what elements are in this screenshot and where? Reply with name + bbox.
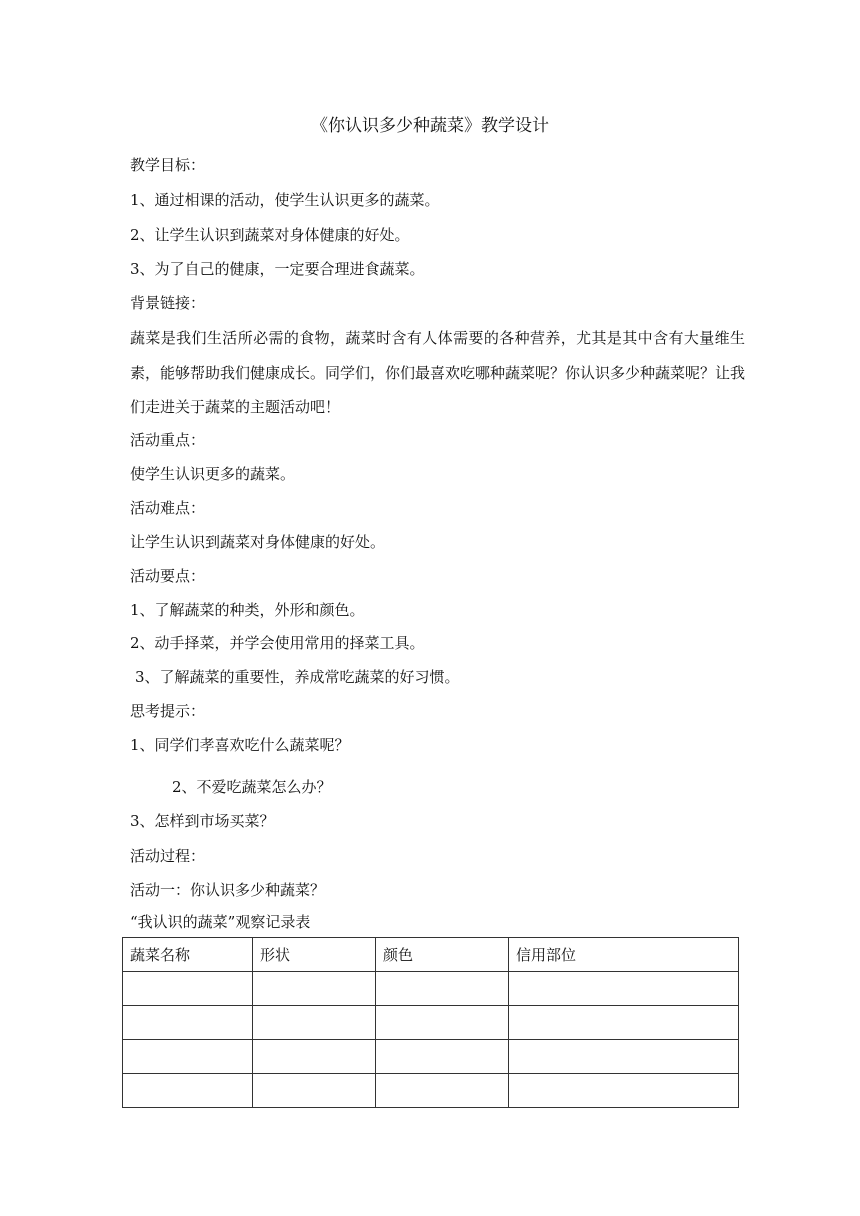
point-item-2: 2、动手择菜，并学会使用常用的择菜工具。 [130, 634, 425, 652]
process-heading: 活动过程： [130, 847, 206, 865]
thinking-item-3: 3、怎样到市场买菜？ [130, 812, 275, 830]
table-cell[interactable] [509, 1040, 739, 1074]
table-cell[interactable] [253, 1006, 376, 1040]
header-color: 颜色 [376, 938, 509, 972]
activity-one-heading: 活动一：你认识多少种蔬菜？ [130, 881, 326, 899]
observation-record-table [122, 937, 739, 1108]
points-heading: 活动要点： [130, 567, 206, 585]
table-cell[interactable] [376, 1040, 509, 1074]
table-cell[interactable] [509, 972, 739, 1006]
table-row [123, 1074, 739, 1108]
table-cell[interactable] [509, 1074, 739, 1108]
header-edible-part: 信用部位 [509, 938, 739, 972]
table-row [123, 1006, 739, 1040]
difficulty-heading: 活动难点： [130, 499, 206, 517]
difficulty-text: 让学生认识到蔬菜对身体健康的好处。 [130, 533, 386, 551]
table-cell[interactable] [509, 1006, 739, 1040]
table-row [123, 1040, 739, 1074]
header-shape: 形状 [253, 938, 376, 972]
background-paragraph: 蔬菜是我们生活所必需的食物，蔬菜时含有人体需要的各种营养，尤其是其中含有大量维生素，能够帮助我们健康成长。同学们，你们最喜欢吃哪种蔬菜呢？你认识多少种蔬菜呢？让我们走进关于蔬菜的主题活动吧！ [130, 329, 746, 416]
focus-text: 使学生认识更多的蔬菜。 [130, 465, 296, 483]
table-cell[interactable] [376, 1074, 509, 1108]
point-item-3: 3、了解蔬菜的重要性，养成常吃蔬菜的好习惯。 [135, 668, 460, 686]
table-cell[interactable] [123, 1040, 253, 1074]
header-vegetable-name: 蔬菜名称 [123, 938, 253, 972]
background-heading: 背景链接： [130, 294, 206, 312]
table-cell[interactable] [376, 1006, 509, 1040]
table-cell[interactable] [253, 972, 376, 1006]
thinking-item-2: 2、不爱吃蔬菜怎么办？ [172, 778, 332, 796]
table-row [123, 972, 739, 1006]
table-header-row [123, 938, 739, 972]
table-cell[interactable] [123, 1006, 253, 1040]
thinking-item-1: 1、同学们孝喜欢吃什么蔬菜呢？ [130, 736, 350, 754]
focus-heading: 活动重点： [130, 431, 206, 449]
objective-item-2: 2、让学生认识到蔬菜对身体健康的好处。 [130, 226, 410, 244]
document-title: 《你认识多少种蔬菜》教学设计 [311, 116, 549, 136]
table-cell[interactable] [376, 972, 509, 1006]
thinking-heading: 思考提示： [130, 702, 206, 720]
table-cell[interactable] [253, 1074, 376, 1108]
table-cell[interactable] [123, 1074, 253, 1108]
objectives-heading: 教学目标： [130, 156, 206, 174]
objective-item-1: 1、通过相课的活动，使学生认识更多的蔬菜。 [130, 191, 440, 209]
point-item-1: 1、了解蔬菜的种类，外形和颜色。 [130, 601, 365, 619]
table-cell[interactable] [253, 1040, 376, 1074]
table-cell[interactable] [123, 972, 253, 1006]
table-caption: “我认识的蔬菜”观察记录表 [130, 913, 311, 931]
objective-item-3: 3、为了自己的健康，一定要合理进食蔬菜。 [130, 260, 425, 278]
